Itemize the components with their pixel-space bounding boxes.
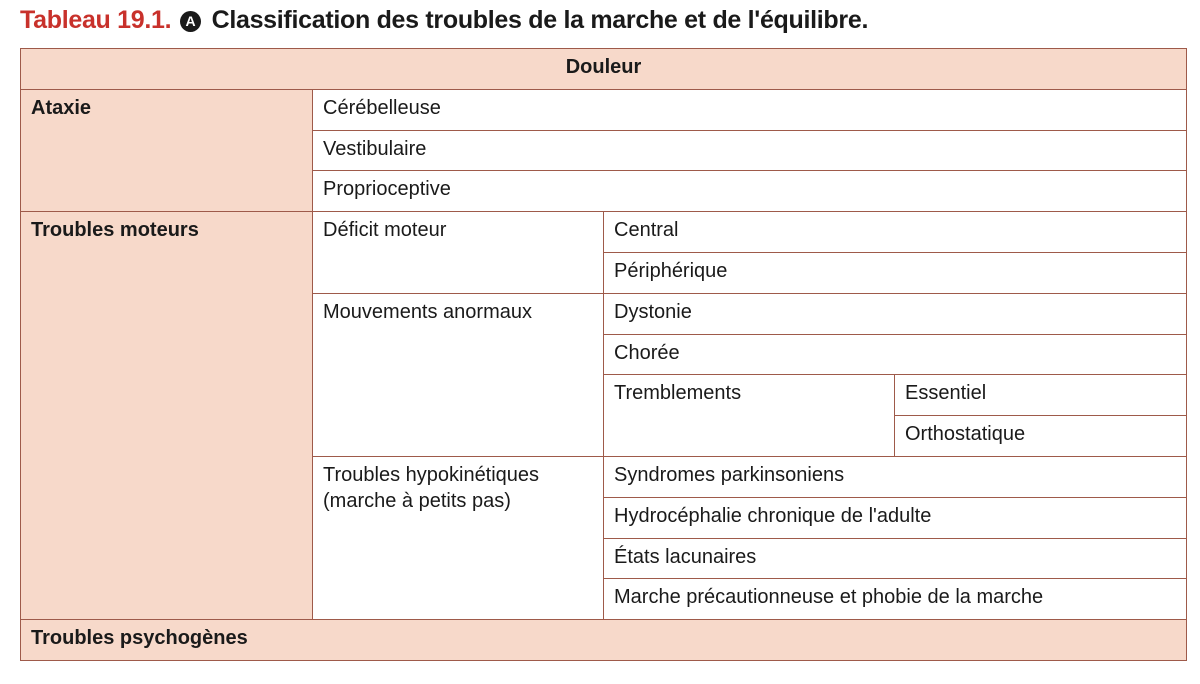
table-title-text: Classification des troubles de la marche et de l'équilibre. [211,6,869,34]
classification-table [20,48,1187,661]
mouvements-item: Chorée [604,334,1187,375]
table-row [21,49,1187,90]
tremblements-label: Tremblements [604,375,895,457]
tremblements-item: Essentiel [895,375,1187,416]
table-row [21,620,1187,661]
table-row [21,212,1187,253]
mouvements-item: Dystonie [604,293,1187,334]
ataxie-item: Proprioceptive [313,171,1187,212]
ataxie-item: Vestibulaire [313,130,1187,171]
hypo-item: Hydrocéphalie chronique de l'adulte [604,497,1187,538]
table-row [21,89,1187,130]
category-troubles-psychogenes: Troubles psychogènes [21,620,1187,661]
ataxie-item: Cérébelleuse [313,89,1187,130]
category-troubles-moteurs: Troubles moteurs [21,212,313,620]
tremblements-item: Orthostatique [895,416,1187,457]
hypo-item: Syndromes parkinsoniens [604,456,1187,497]
level-a-badge-icon: A [180,11,201,32]
deficit-item: Périphérique [604,252,1187,293]
header-douleur: Douleur [21,49,1187,90]
deficit-item: Central [604,212,1187,253]
subcategory-deficit-moteur: Déficit moteur [313,212,604,294]
subcategory-mouvements-anormaux: Mouvements anormaux [313,293,604,456]
subcategory-troubles-hypokinetiques: Troubles hypokinétiques (marche à petits pas) [313,456,604,619]
hypo-item: Marche précautionneuse et phobie de la marche [604,579,1187,620]
category-ataxie: Ataxie [21,89,313,211]
table-title [20,6,868,35]
table-number: Tableau 19.1. [20,6,172,34]
hypo-item: États lacunaires [604,538,1187,579]
